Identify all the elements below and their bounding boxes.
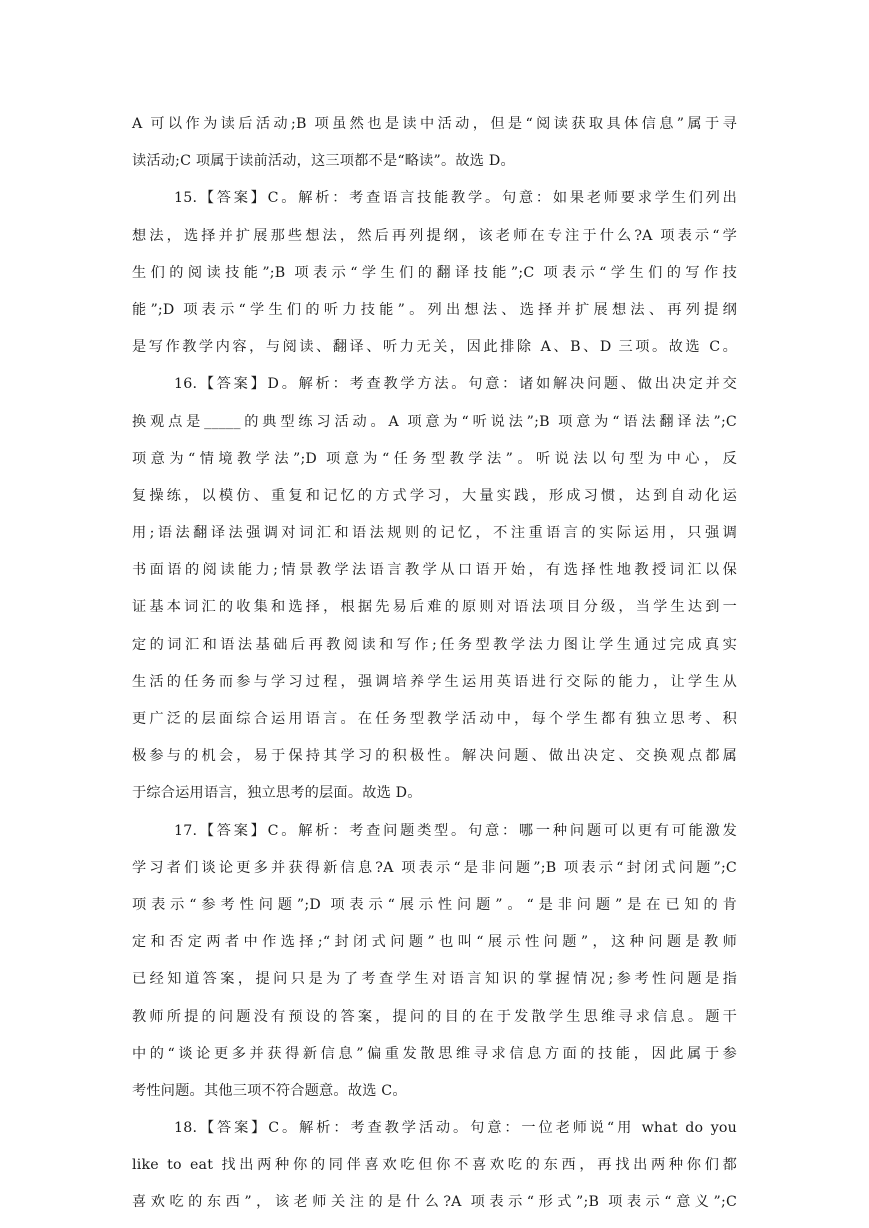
text-line: 定的词汇和语法基础后再教阅读和写作;任务型教学法力图让学生通过完成真实 xyxy=(132,636,737,653)
text-line: 更广泛的层面综合运用语言。在任务型教学活动中，每个学生都有独立思考、积 xyxy=(132,711,737,727)
text-line: 生活的任务而参与学习过程，强调培养学生运用英语进行交际的能力，让学生从 xyxy=(132,673,737,690)
text-line: 想法，选择并扩展那些想法，然后再列提纲，该老师在专注于什么?A 项表示“学 xyxy=(132,227,737,244)
text-line: 定和否定两者中作选择;“封闭式问题”也叫“展示性问题”，这种问题是教师 xyxy=(132,934,737,951)
text-line: 换观点是_____的典型练习活动。A 项意为“听说法”;B 项意为“语法翻译法”;C xyxy=(132,413,737,430)
text-line: 复操练，以模仿、重复和记忆的方式学习，大量实践，形成习惯，达到自动化运 xyxy=(132,487,737,504)
text-line: 考性问题。其他三项不符合题意。故选 C。 xyxy=(132,1082,407,1099)
text-line: like to eat 找出两种你的同伴喜欢吃但你不喜欢吃的东西，再找出两种你们都 xyxy=(132,1157,737,1174)
text-line: 18.【答案】C。解析：考查教学活动。句意：一位老师说“用 what do you xyxy=(174,1120,737,1137)
text-line: 喜欢吃的东西”，该老师关注的是什么?A 项表示“形式”;B 项表示“意义”;C xyxy=(132,1194,737,1211)
text-line: 教师所提的问题没有预设的答案，提问的目的在于发散学生思维寻求信息。题干 xyxy=(132,1008,737,1025)
text-line: 能”;D 项表示“学生们的听力技能”。列出想法、选择并扩展想法、再列提纲 xyxy=(132,301,737,318)
text-line: 是写作教学内容，与阅读、翻译、听力无关，因此排除 A、B、D 三项。故选 C。 xyxy=(132,339,737,356)
text-line: 学习者们谈论更多并获得新信息?A 项表示“是非问题”;B 项表示“封闭式问题”;C xyxy=(132,859,737,876)
text-line: 用;语法翻译法强调对词汇和语法规则的记忆，不注重语言的实际运用，只强调 xyxy=(132,525,737,542)
text-line: 于综合运用语言，独立思考的层面。故选 D。 xyxy=(132,785,422,802)
text-line: 极参与的机会，易于保持其学习的积极性。解决问题、做出决定、交换观点都属 xyxy=(132,748,737,765)
answer-explanation-text xyxy=(132,106,737,1222)
text-line: 中的“谈论更多并获得新信息”偏重发散思维寻求信息方面的技能，因此属于参 xyxy=(132,1045,737,1062)
text-line: 15.【答案】C。解析：考查语言技能教学。句意：如果老师要求学生们列出 xyxy=(174,190,737,207)
text-line: 书面语的阅读能力;情景教学法语言教学从口语开始，有选择性地教授词汇以保 xyxy=(132,562,737,579)
text-line: 生们的阅读技能”;B 项表示“学生们的翻译技能”;C 项表示“学生们的写作技 xyxy=(132,264,737,281)
text-line: 17.【答案】C。解析：考查问题类型。句意：哪一种问题可以更有可能激发 xyxy=(174,822,737,839)
text-line: 已经知道答案，提问只是为了考查学生对语言知识的掌握情况;参考性问题是指 xyxy=(132,971,737,988)
text-line: A 可以作为读后活动;B 项虽然也是读中活动，但是“阅读获取具体信息”属于寻 xyxy=(132,116,737,132)
text-line: 16.【答案】D。解析：考查教学方法。句意：诸如解决问题、做出决定并交 xyxy=(174,376,737,393)
text-line: 项表示“参考性问题”;D 项表示“展示性问题”。“是非问题”是在已知的肯 xyxy=(132,896,737,913)
text-line: 读活动;C 项属于读前活动，这三项都不是“略读”。故选 D。 xyxy=(132,153,515,170)
text-line: 证基本词汇的收集和选择，根据先易后难的原则对语法项目分级，当学生达到一 xyxy=(132,599,737,616)
text-line: 项意为“情境教学法”;D 项意为“任务型教学法”。听说法以句型为中心，反 xyxy=(132,450,737,467)
